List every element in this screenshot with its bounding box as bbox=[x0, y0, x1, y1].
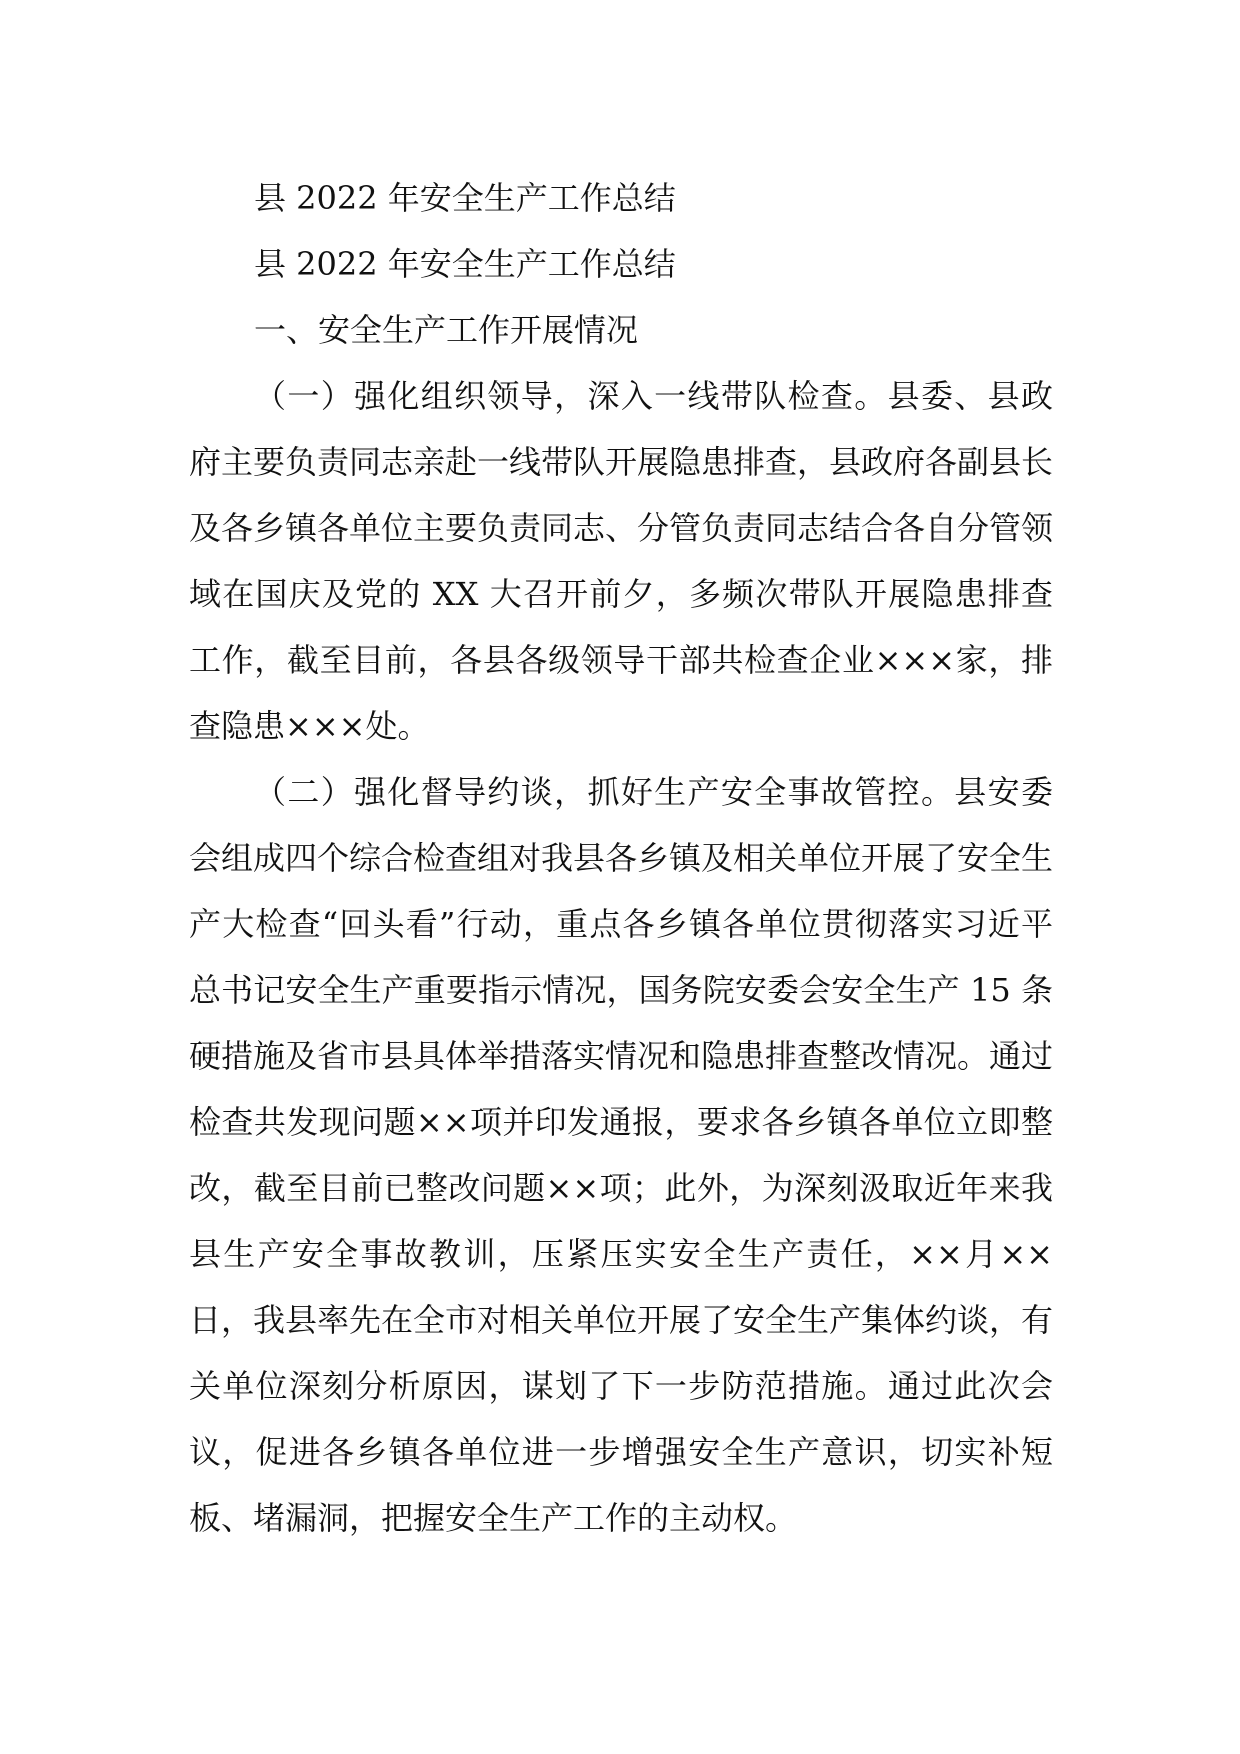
document-subtitle: 县 2022 年安全生产工作总结 bbox=[254, 245, 676, 283]
paragraph-2: （二）强化督导约谈，抓好生产安全事故管控。县安委会组成四个综合检查组对我县各乡镇及相关单位开展了安全生产大检查“回头看”行动，重点各乡镇各单位贯彻落实习近平总书记安全生产重要指示情况，国务院安委会安全生产 15 条硬措施及省市县具体举措落实情况和隐患排查整改情况。通过检查共发现问题××项并印发通报，要求各乡镇各单位立即整改，截至目前已整改问题××项；此外，为深刻汲取近年来我县生产安全事故教训，压紧压实安全生产责任，××月××日，我县率先在全市对相关单位开展了安全生产集体约谈，有关单位深刻分析原因，谋划了下一步防范措施。通过此次会议，促进各乡镇各单位进一步增强安全生产意识，切实补短板、堵漏洞，把握安全生产工作的主动权。 bbox=[189, 773, 1054, 1537]
paragraph-1: （一）强化组织领导，深入一线带队检查。县委、县政府主要负责同志亲赴一线带队开展隐患排查，县政府各副县长及各乡镇各单位主要负责同志、分管负责同志结合各自分管领域在国庆及党的 XX 大召开前夕，多频次带队开展隐患排查工作，截至目前，各县各级领导干部共检查企业×××家，排查隐患×××处。 bbox=[189, 377, 1054, 745]
section-heading: 一、安全生产工作开展情况 bbox=[254, 311, 639, 349]
document-title: 县 2022 年安全生产工作总结 bbox=[254, 179, 676, 217]
document-body bbox=[189, 165, 1053, 1551]
